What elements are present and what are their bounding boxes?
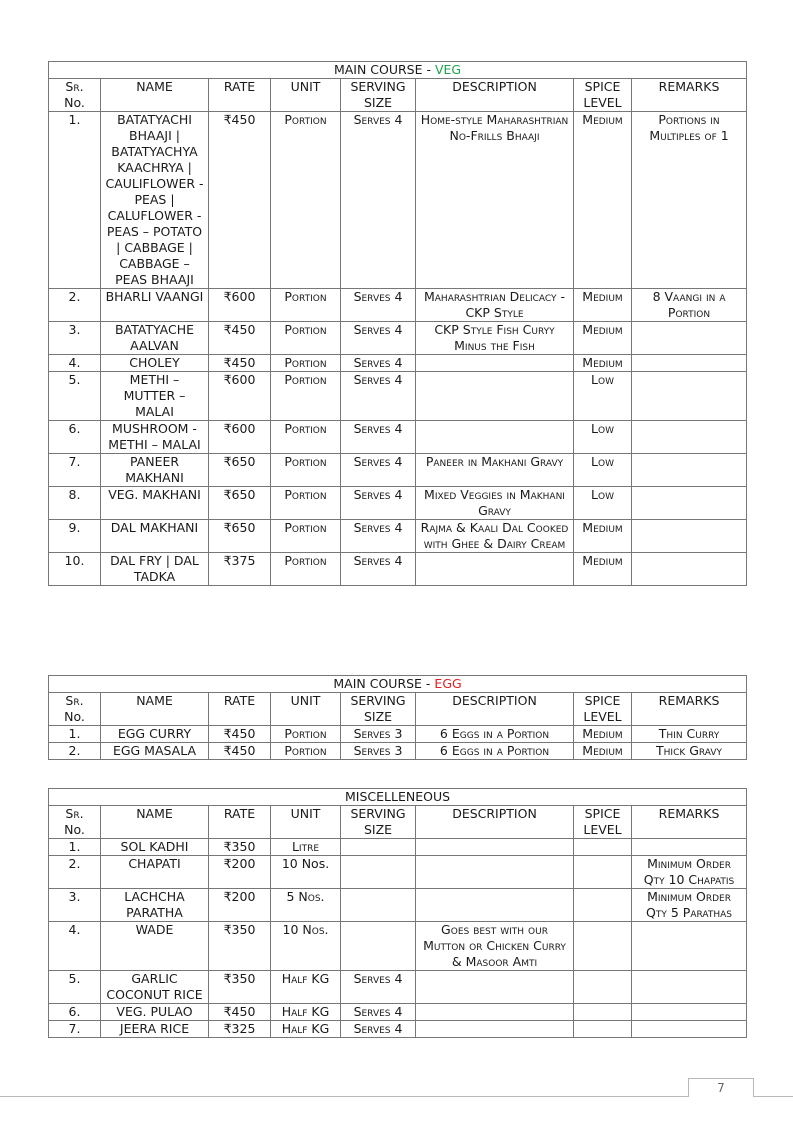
column-header-row (49, 693, 747, 726)
remarks-cell: Thick Gravy (632, 743, 747, 760)
sr-cell: 5. (49, 971, 101, 1004)
name-cell: GARLIC COCONUT RICE (101, 971, 209, 1004)
serving-cell: Serves 4 (341, 520, 416, 553)
description-cell: Maharashtrian Delicacy - CKP Style (416, 289, 574, 322)
table-row (49, 487, 747, 520)
serving-cell: Serves 4 (341, 1004, 416, 1021)
col-rate: RATE (209, 806, 271, 839)
unit-cell: Portion (271, 487, 341, 520)
egg-section-header (49, 676, 747, 693)
description-cell (416, 421, 574, 454)
sr-cell: 7. (49, 1021, 101, 1038)
col-spice: SPICE LEVEL (574, 693, 632, 726)
unit-cell: Half KG (271, 1004, 341, 1021)
page-number: 7 (688, 1078, 754, 1097)
misc-section-header (49, 789, 747, 806)
rate-cell: ₹325 (209, 1021, 271, 1038)
description-cell: Home-style Maharashtrian No-Frills Bhaaji (416, 112, 574, 289)
serving-cell (341, 839, 416, 856)
table-row (49, 372, 747, 421)
rate-cell: ₹650 (209, 454, 271, 487)
description-cell (416, 372, 574, 421)
remarks-cell (632, 553, 747, 586)
remarks-cell (632, 971, 747, 1004)
col-remarks: REMARKS (632, 806, 747, 839)
serving-cell: Serves 4 (341, 1021, 416, 1038)
name-cell: LACHCHA PARATHA (101, 889, 209, 922)
spice-cell: Medium (574, 743, 632, 760)
name-cell: BHARLI VAANGI (101, 289, 209, 322)
rate-cell: ₹350 (209, 922, 271, 971)
serving-cell: Serves 4 (341, 112, 416, 289)
remarks-cell (632, 922, 747, 971)
name-cell: CHAPATI (101, 856, 209, 889)
remarks-cell (632, 372, 747, 421)
sr-cell: 4. (49, 922, 101, 971)
sr-cell: 1. (49, 112, 101, 289)
serving-cell: Serves 4 (341, 289, 416, 322)
col-serving: SERVING SIZE (341, 79, 416, 112)
spice-cell (574, 922, 632, 971)
table-row (49, 112, 747, 289)
remarks-cell (632, 839, 747, 856)
unit-cell: Portion (271, 553, 341, 586)
rate-cell: ₹450 (209, 322, 271, 355)
serving-cell: Serves 4 (341, 971, 416, 1004)
name-cell: EGG MASALA (101, 743, 209, 760)
remarks-cell (632, 355, 747, 372)
spice-cell: Low (574, 454, 632, 487)
name-cell: VEG. PULAO (101, 1004, 209, 1021)
spice-cell (574, 839, 632, 856)
veg-section-header (49, 62, 747, 79)
serving-cell: Serves 3 (341, 743, 416, 760)
col-sr: Sr. No. (49, 806, 101, 839)
spice-cell: Medium (574, 553, 632, 586)
misc-menu-table (48, 788, 747, 1038)
remarks-cell: Minimum Order Qty 5 Parathas (632, 889, 747, 922)
remarks-cell: Thin Curry (632, 726, 747, 743)
serving-cell: Serves 3 (341, 726, 416, 743)
description-cell (416, 1004, 574, 1021)
section-title: MAIN COURSE - VEG (49, 62, 747, 79)
description-cell (416, 1021, 574, 1038)
table-row (49, 889, 747, 922)
spice-cell (574, 1021, 632, 1038)
remarks-cell (632, 487, 747, 520)
col-unit: UNIT (271, 79, 341, 112)
table-row (49, 726, 747, 743)
table-row (49, 922, 747, 971)
unit-cell: 5 Nos. (271, 889, 341, 922)
table-row (49, 743, 747, 760)
name-cell: DAL MAKHANI (101, 520, 209, 553)
table-row (49, 553, 747, 586)
egg-menu-table (48, 675, 747, 760)
rate-cell: ₹200 (209, 856, 271, 889)
name-cell: SOL KADHI (101, 839, 209, 856)
table-row (49, 839, 747, 856)
col-unit: UNIT (271, 806, 341, 839)
description-cell: Rajma & Kaali Dal Cooked with Ghee & Dairy Cream (416, 520, 574, 553)
unit-cell: Portion (271, 520, 341, 553)
remarks-cell (632, 421, 747, 454)
description-cell (416, 856, 574, 889)
col-remarks: REMARKS (632, 79, 747, 112)
remarks-cell (632, 1004, 747, 1021)
table-row (49, 971, 747, 1004)
description-cell (416, 971, 574, 1004)
table-row (49, 421, 747, 454)
serving-cell (341, 922, 416, 971)
unit-cell: Portion (271, 743, 341, 760)
table-row (49, 454, 747, 487)
sr-cell: 10. (49, 553, 101, 586)
rate-cell: ₹600 (209, 372, 271, 421)
sr-cell: 3. (49, 889, 101, 922)
spice-cell: Medium (574, 726, 632, 743)
section-title: MISCELLENEOUS (49, 789, 747, 806)
sr-cell: 9. (49, 520, 101, 553)
veg-menu-table (48, 61, 747, 586)
col-name: NAME (101, 693, 209, 726)
rate-cell: ₹350 (209, 839, 271, 856)
name-cell: DAL FRY | DAL TADKA (101, 553, 209, 586)
name-cell: BATATYACHE AALVAN (101, 322, 209, 355)
col-unit: UNIT (271, 693, 341, 726)
description-cell (416, 553, 574, 586)
sr-cell: 4. (49, 355, 101, 372)
sr-cell: 1. (49, 839, 101, 856)
col-description: DESCRIPTION (416, 693, 574, 726)
table-row (49, 355, 747, 372)
sr-cell: 1. (49, 726, 101, 743)
rate-cell: ₹200 (209, 889, 271, 922)
egg-tag: EGG (434, 676, 462, 691)
serving-cell: Serves 4 (341, 421, 416, 454)
veg-tag: VEG (434, 62, 462, 77)
rate-cell: ₹450 (209, 112, 271, 289)
col-name: NAME (101, 79, 209, 112)
remarks-cell (632, 454, 747, 487)
remarks-cell: Minimum Order Qty 10 Chapatis (632, 856, 747, 889)
col-serving: SERVING SIZE (341, 693, 416, 726)
column-header-row (49, 79, 747, 112)
unit-cell: Portion (271, 726, 341, 743)
column-header-row (49, 806, 747, 839)
name-cell: CHOLEY (101, 355, 209, 372)
rate-cell: ₹450 (209, 726, 271, 743)
description-cell: Mixed Veggies in Makhani Gravy (416, 487, 574, 520)
sr-cell: 2. (49, 289, 101, 322)
spice-cell (574, 856, 632, 889)
name-cell: BATATYACHI BHAAJI | BATATYACHYA KAACHRYA | CAULIFLOWER - PEAS | CALUFLOWER - PEAS – POTATO | CABBAGE | CABBAGE – PEAS BHAAJI (101, 112, 209, 289)
serving-cell: Serves 4 (341, 355, 416, 372)
description-cell: CKP Style Fish Curyy Minus the Fish (416, 322, 574, 355)
rate-cell: ₹450 (209, 1004, 271, 1021)
unit-cell: Portion (271, 454, 341, 487)
col-sr: Sr. No. (49, 79, 101, 112)
rate-cell: ₹450 (209, 743, 271, 760)
name-cell: EGG CURRY (101, 726, 209, 743)
col-description: DESCRIPTION (416, 806, 574, 839)
name-cell: METHI – MUTTER – MALAI (101, 372, 209, 421)
unit-cell: Portion (271, 289, 341, 322)
serving-cell: Serves 4 (341, 553, 416, 586)
name-cell: VEG. MAKHANI (101, 487, 209, 520)
col-rate: RATE (209, 79, 271, 112)
spice-cell: Medium (574, 322, 632, 355)
description-cell: 6 Eggs in a Portion (416, 743, 574, 760)
col-name: NAME (101, 806, 209, 839)
remarks-cell (632, 322, 747, 355)
sr-cell: 3. (49, 322, 101, 355)
serving-cell: Serves 4 (341, 454, 416, 487)
unit-cell: Half KG (271, 1021, 341, 1038)
unit-cell: Half KG (271, 971, 341, 1004)
col-spice: SPICE LEVEL (574, 79, 632, 112)
unit-cell: 10 Nos. (271, 856, 341, 889)
spice-cell: Low (574, 421, 632, 454)
spice-cell (574, 1004, 632, 1021)
rate-cell: ₹450 (209, 355, 271, 372)
serving-cell: Serves 4 (341, 372, 416, 421)
spice-cell (574, 889, 632, 922)
table-row (49, 289, 747, 322)
footer-rule (0, 1096, 793, 1097)
section-title: MAIN COURSE - EGG (49, 676, 747, 693)
unit-cell: Portion (271, 355, 341, 372)
description-cell: 6 Eggs in a Portion (416, 726, 574, 743)
unit-cell: Portion (271, 322, 341, 355)
description-cell (416, 889, 574, 922)
sr-cell: 8. (49, 487, 101, 520)
spice-cell: Low (574, 372, 632, 421)
col-description: DESCRIPTION (416, 79, 574, 112)
col-remarks: REMARKS (632, 693, 747, 726)
sr-cell: 6. (49, 421, 101, 454)
serving-cell (341, 856, 416, 889)
unit-cell: Portion (271, 421, 341, 454)
table-row (49, 1004, 747, 1021)
remarks-cell (632, 1021, 747, 1038)
remarks-cell (632, 520, 747, 553)
name-cell: WADE (101, 922, 209, 971)
table-row (49, 322, 747, 355)
spice-cell: Medium (574, 520, 632, 553)
spice-cell: Medium (574, 112, 632, 289)
unit-cell: Litre (271, 839, 341, 856)
spice-cell: Medium (574, 355, 632, 372)
rate-cell: ₹350 (209, 971, 271, 1004)
name-cell: MUSHROOM - METHI – MALAI (101, 421, 209, 454)
table-row (49, 520, 747, 553)
table-row (49, 856, 747, 889)
name-cell: PANEER MAKHANI (101, 454, 209, 487)
remarks-cell: Portions in Multiples of 1 (632, 112, 747, 289)
rate-cell: ₹375 (209, 553, 271, 586)
sr-cell: 7. (49, 454, 101, 487)
spice-cell: Medium (574, 289, 632, 322)
spice-cell: Low (574, 487, 632, 520)
description-cell (416, 839, 574, 856)
unit-cell: Portion (271, 112, 341, 289)
description-cell (416, 355, 574, 372)
table-row (49, 1021, 747, 1038)
sr-cell: 2. (49, 743, 101, 760)
serving-cell (341, 889, 416, 922)
col-sr: Sr. No. (49, 693, 101, 726)
col-serving: SERVING SIZE (341, 806, 416, 839)
sr-cell: 2. (49, 856, 101, 889)
col-rate: RATE (209, 693, 271, 726)
description-cell: Goes best with our Mutton or Chicken Curry & Masoor Amti (416, 922, 574, 971)
serving-cell: Serves 4 (341, 487, 416, 520)
sr-cell: 6. (49, 1004, 101, 1021)
remarks-cell: 8 Vaangi in a Portion (632, 289, 747, 322)
spice-cell (574, 971, 632, 1004)
sr-cell: 5. (49, 372, 101, 421)
unit-cell: Portion (271, 372, 341, 421)
serving-cell: Serves 4 (341, 322, 416, 355)
col-spice: SPICE LEVEL (574, 806, 632, 839)
rate-cell: ₹600 (209, 289, 271, 322)
rate-cell: ₹650 (209, 487, 271, 520)
description-cell: Paneer in Makhani Gravy (416, 454, 574, 487)
rate-cell: ₹650 (209, 520, 271, 553)
rate-cell: ₹600 (209, 421, 271, 454)
name-cell: JEERA RICE (101, 1021, 209, 1038)
unit-cell: 10 Nos. (271, 922, 341, 971)
